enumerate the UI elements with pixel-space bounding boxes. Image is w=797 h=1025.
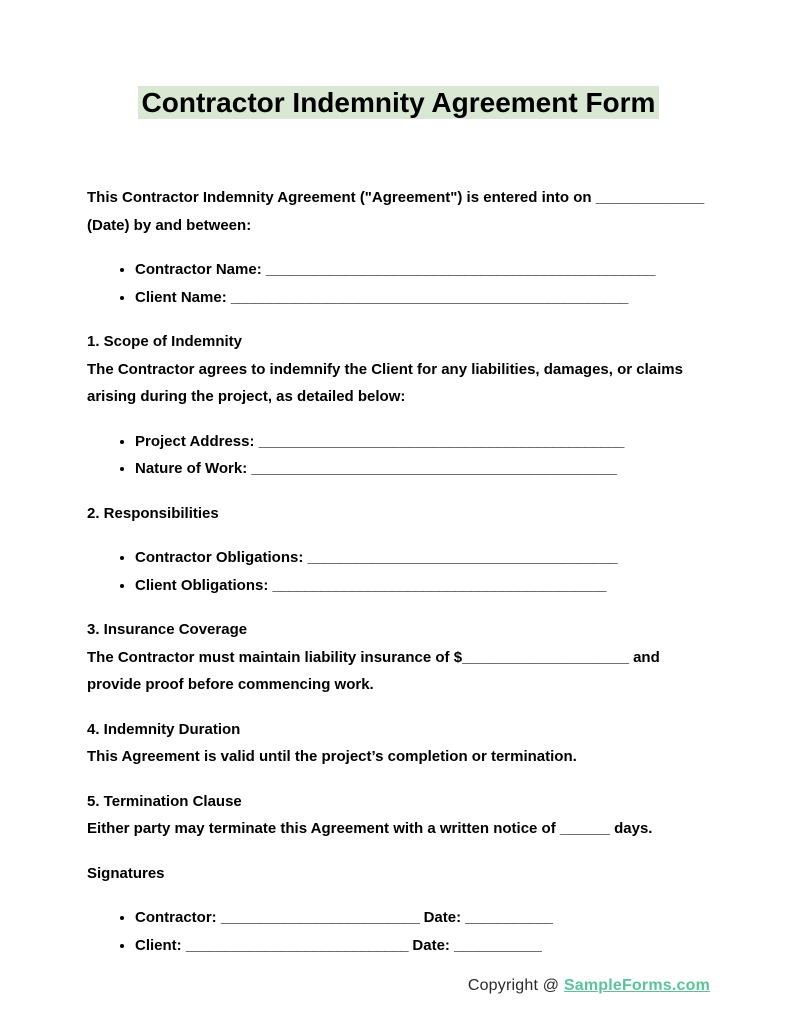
- nature-of-work-blank: ______________________________________________: [251, 460, 617, 477]
- list-item-nature-of-work: [135, 455, 710, 483]
- client-date-label: Date:: [408, 936, 455, 954]
- footer-link[interactable]: SampleForms.com: [563, 977, 710, 994]
- client-obligations-label: Client Obligations:: [135, 576, 273, 594]
- section-heading: 5. Termination Clause: [87, 792, 242, 810]
- footer-copyright-text: Copyright @: [467, 977, 564, 994]
- list-item-contractor-signature: [135, 904, 710, 932]
- list-item-client-signature: [135, 932, 710, 960]
- section-insurance-coverage: [87, 616, 710, 699]
- client-obligations-blank: __________________________________________: [272, 576, 607, 594]
- contractor-obligations-blank: _______________________________________: [307, 549, 618, 566]
- client-signature-blank: ____________________________: [185, 936, 409, 954]
- party-list: [87, 256, 710, 311]
- footer: [87, 976, 710, 996]
- contractor-date-label: Date:: [419, 909, 466, 926]
- section-heading: 3. Insurance Coverage: [87, 621, 248, 638]
- section-termination-clause: [87, 788, 710, 843]
- contractor-signature-label: Contractor:: [135, 909, 221, 926]
- project-list: [87, 428, 710, 483]
- page-title-text: Contractor Indemnity Agreement Form: [138, 86, 660, 119]
- list-item-contractor-obligations: [135, 544, 710, 572]
- client-date-blank: ___________: [454, 936, 542, 954]
- project-address-label: Project Address:: [135, 432, 259, 450]
- client-signature-label: Client:: [135, 936, 186, 954]
- list-item-client-name: [135, 284, 710, 312]
- section-indemnity-duration: [87, 716, 710, 771]
- list-item-client-obligations: [135, 572, 710, 600]
- section-responsibilities: [87, 500, 710, 528]
- signatures-heading: Signatures: [87, 864, 165, 882]
- section-body: The Contractor must maintain liability insurance of $____________________ and provide proof before commencing work.: [87, 648, 660, 693]
- client-name-blank: __________________________________________________: [230, 288, 628, 306]
- contractor-obligations-label: Contractor Obligations:: [135, 549, 308, 566]
- intro-paragraph: This Contractor Indemnity Agreement ("Agreement") is entered into on _____________ (Date) by and between:: [87, 189, 705, 234]
- section-body: The Contractor agrees to indemnify the Client for any liabilities, damages, or claims arising during the project, as detailed below:: [87, 360, 683, 405]
- section-scope-of-indemnity: [87, 328, 710, 411]
- project-address-blank: ______________________________________________: [258, 432, 625, 450]
- section-body: Either party may terminate this Agreement with a written notice of ______ days.: [87, 820, 653, 837]
- section-body: This Agreement is valid until the project’s completion or termination.: [87, 748, 577, 765]
- signatures-list: [87, 904, 710, 959]
- contractor-name-blank: _________________________________________________: [265, 261, 656, 278]
- obligations-list: [87, 544, 710, 599]
- contractor-name-label: Contractor Name:: [135, 261, 266, 278]
- list-item-contractor-name: [135, 256, 710, 284]
- page-title: [87, 85, 710, 121]
- signatures-heading-block: [87, 860, 710, 888]
- section-heading: 4. Indemnity Duration: [87, 720, 241, 738]
- section-heading: 1. Scope of Indemnity: [87, 333, 243, 350]
- section-heading: 2. Responsibilities: [87, 504, 219, 522]
- nature-of-work-label: Nature of Work:: [135, 460, 252, 477]
- list-item-project-address: [135, 428, 710, 456]
- client-name-label: Client Name:: [135, 288, 231, 306]
- contractor-date-blank: ___________: [465, 909, 553, 926]
- contractor-signature-blank: _________________________: [220, 909, 420, 926]
